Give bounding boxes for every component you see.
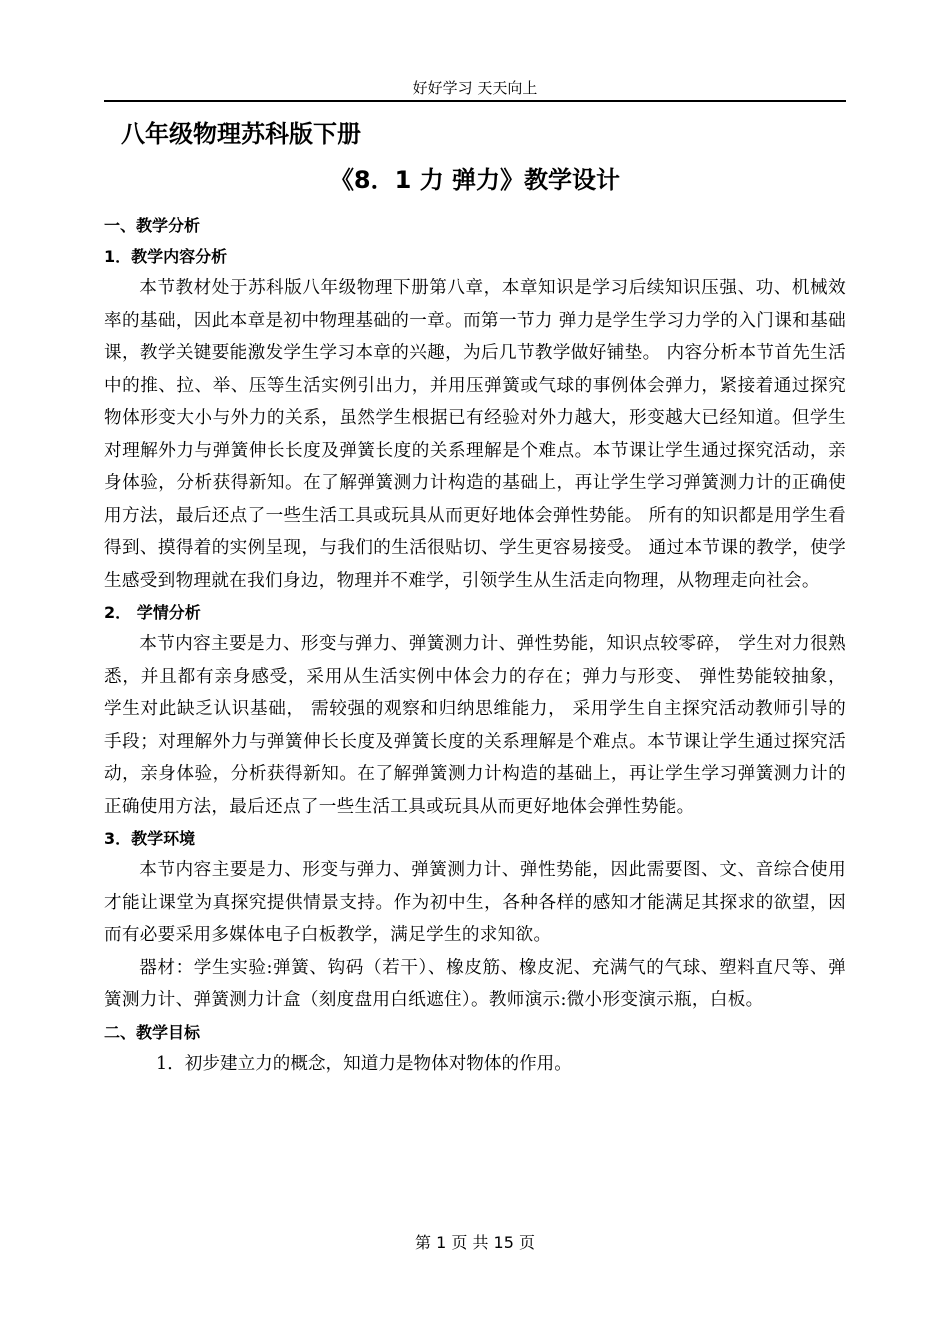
subheading-content-analysis: 1．教学内容分析: [104, 247, 228, 266]
paragraph-teaching-environment: 本节内容主要是力、形变与弹力、弹簧测力计、弹性势能，因此需要图、文、音综合使用才能让课堂为真探究提供情景支持。作为初中生，各种各样的感知才能满足其探求的欲望，因而有必要采用多媒体电子白板教学，满足学生的求知欲。: [104, 860, 846, 945]
header-divider: [104, 100, 846, 102]
document-title: 《8．1 力 弹力》教学设计: [329, 166, 621, 194]
section-heading-teaching-analysis: 一、教学分析: [104, 216, 201, 235]
goal-item: 1．初步建立力的概念，知道力是物体对物体的作用。: [156, 1053, 572, 1074]
page-header: 好好学习 天天向上: [412, 79, 538, 97]
paragraph-equipment: 器材：学生实验:弹簧、钩码（若干）、橡皮筋、橡皮泥、充满气的气球、塑料直尺等、弹簧测力计、弹簧测力计盒（刻度盘用白纸遮住）。教师演示:微小形变演示瓶，白板。: [104, 957, 846, 1010]
document-subtitle: 八年级物理苏科版下册: [121, 120, 361, 148]
paragraph-content-analysis: 本节教材处于苏科版八年级物理下册第八章，本章知识是学习后续知识压强、功、机械效率的基础，因此本章是初中物理基础的一章。而第一节力 弹力是学生学习力学的入门课和基础课，教学关键要能激发学生学习本章的兴趣，为后几节教学做好铺垫。 内容分析本节首先生活中的推、拉、举、压等生活实例引出力，并用压弹簧或气球的事例体会弹力，紧接着通过探究物体形变大小与外力的关系，虽然学生根据已有经验对外力越大，形变越大已经知道。但学生对理解外力与弹簧伸长长度及弹簧长度的关系理解是个难点。本节课让学生通过探究活动，亲身体验，分析获得新知。在了解弹簧测力计构造的基础上，再让学生学习弹簧测力计的正确使用方法，最后还点了一些生活工具或玩具从而更好地体会弹性势能。 所有的知识都是用学生看得到、摸得着的实例呈现，与我们的生活很贴切、学生更容易接受。 通过本节课的教学，使学生感受到物理就在我们身边，物理并不难学，引领学生从生活走向物理，从物理走向社会。: [104, 278, 846, 591]
paragraph-student-analysis: 本节内容主要是力、形变与弹力、弹簧测力计、弹性势能，知识点较零碎， 学生对力很熟悉，并且都有亲身感受，采用从生活实例中体会力的存在；弹力与形变、 弹性势能较抽象， 学生对此缺乏认识基础， 需较强的观察和归纳思维能力， 采用学生自主探究活动教师引导的手段；对理解外力与弹簧伸长长度及弹簧长度的关系理解是个难点。本节课让学生通过探究活动，亲身体验，分析获得新知。在了解弹簧测力计构造的基础上，再让学生学习弹簧测力计的正确使用方法，最后还点了一些生活工具或玩具从而更好地体会弹性势能。: [104, 634, 846, 817]
page-number: 第 1 页 共 15 页: [415, 1233, 535, 1252]
subheading-student-analysis: 2． 学情分析: [104, 603, 201, 622]
document-body: [104, 210, 846, 1080]
subheading-teaching-environment: 3．教学环境: [104, 829, 196, 848]
section-heading-teaching-goals: 二、教学目标: [104, 1022, 201, 1042]
